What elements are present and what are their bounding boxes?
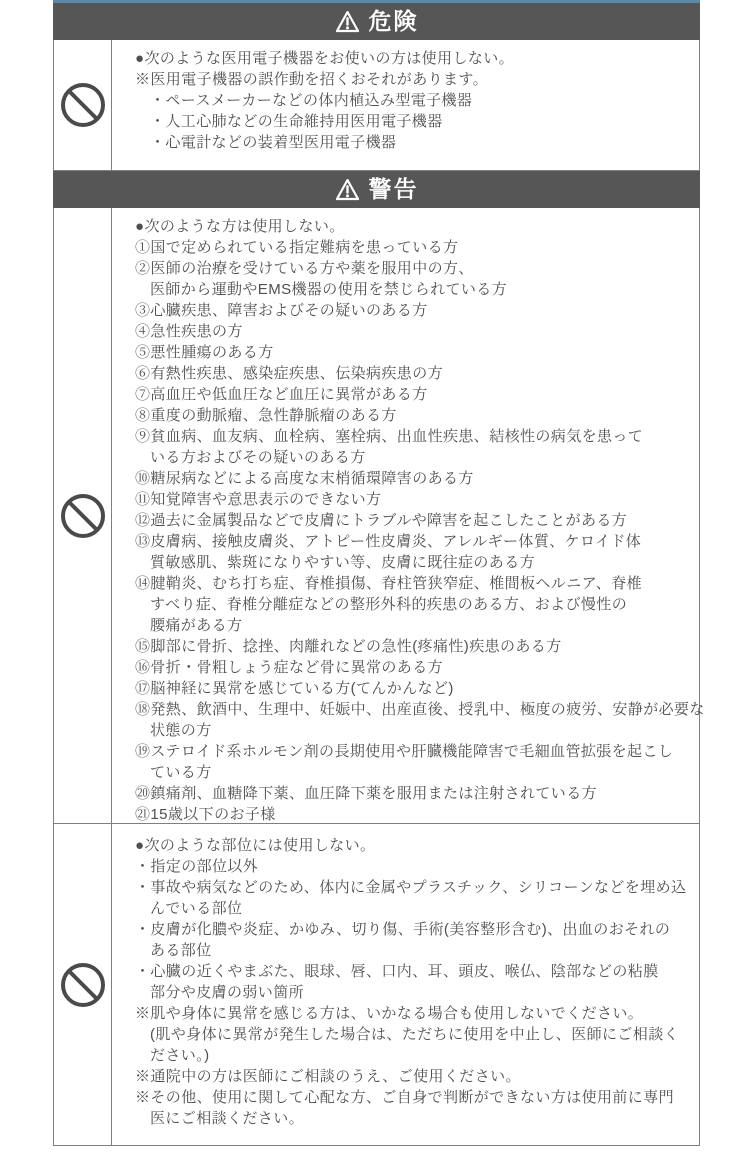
text-line: すべり症、脊椎分離症などの整形外科的疾患のある方、および慢性の: [150, 596, 628, 613]
text-line: ・ペースメーカーなどの体内植込み型電子機器: [150, 92, 473, 109]
text-line: ⑰脳神経に異常を感じている方(てんかんなど): [135, 680, 454, 697]
text-line: 質敏感肌、紫斑になりやすい等、皮膚に既往症のある方: [150, 554, 536, 571]
text-line: ⑳鎮痛剤、血糖降下薬、血圧降下薬を服用または注射されている方: [135, 785, 598, 802]
text-line: ・事故や病気などのため、体内に金属やプラスチック、シリコーンなどを埋め込: [135, 879, 687, 896]
text-line: いる方およびその疑いのある方: [150, 449, 366, 466]
text-line: ④急性疾患の方: [135, 323, 243, 340]
text-line: ている方: [150, 764, 212, 781]
warning-triangle-icon: [335, 10, 360, 33]
text-line: ※医用電子機器の誤作動を招くおそれがあります。: [135, 71, 489, 88]
text-line: ・心臓の近くやまぶた、眼球、唇、口内、耳、頭皮、喉仏、陰部などの粘膜: [135, 963, 659, 980]
prohibition-icon: [54, 208, 112, 823]
text-line: ・皮膚が化膿や炎症、かゆみ、切り傷、手術(美容整形含む)、出血のおそれの: [135, 921, 671, 938]
text-line: ●次のような部位には使用しない。: [135, 837, 376, 854]
text-line: ⑭腱鞘炎、むち打ち症、脊椎損傷、脊柱管狭窄症、椎間板ヘルニア、脊椎: [135, 575, 643, 592]
text-line: 部分や皮膚の弱い箇所: [150, 984, 305, 1001]
text-line: ・指定の部位以外: [135, 858, 259, 875]
text-line: ⑤悪性腫瘍のある方: [135, 344, 274, 361]
text-line: 医にご相談ください。: [150, 1110, 305, 1127]
prohibition-icon: [54, 40, 112, 170]
text-line: ⑧重度の動脈瘤、急性静脈瘤のある方: [135, 407, 397, 424]
text-line: ⑱発熱、飲酒中、生理中、妊娠中、出産直後、授乳中、極度の疲労、安静が必要な: [135, 701, 705, 718]
text-line: ※その他、使用に関して心配な方、ご自身で判断ができない方は使用前に専門: [135, 1089, 675, 1106]
text-line: (肌や身体に異常が発生した場合は、ただちに使用を中止し、医師にご相談く: [150, 1026, 679, 1043]
warning-header-label: 警告: [368, 176, 419, 202]
warning-persons-row: [53, 208, 705, 824]
text-line: ※通院中の方は医師にご相談のうえ、ご使用ください。: [135, 1068, 521, 1085]
text-line: ⑪知覚障害や意思表示のできない方: [135, 491, 382, 508]
text-line: ●次のような医用電子機器をお使いの方は使用しない。: [135, 50, 515, 67]
warning-body-parts-row: [53, 824, 700, 1146]
text-line: ⑩糖尿病などによる高度な末梢循環障害のある方: [135, 470, 474, 487]
text-line: ※肌や身体に異常を感じる方は、いかなる場合も使用しないでください。: [135, 1005, 644, 1022]
text-line: ③心臓疾患、障害およびその疑いのある方: [135, 302, 428, 319]
text-line: ある部位: [150, 942, 212, 959]
text-line: ・人工心肺などの生命維持用医用電子機器: [150, 113, 443, 130]
text-line: ⑦高血圧や低血圧など血圧に異常がある方: [135, 386, 428, 403]
warning-triangle-icon: [335, 178, 360, 201]
text-line: ②医師の治療を受けている方や薬を服用中の方、: [135, 260, 474, 277]
danger-devices-text: [112, 40, 699, 170]
text-line: ⑨貧血病、血友病、血栓病、塞栓病、出血性疾患、結核性の病気を患って: [135, 428, 644, 445]
text-line: ⑥有熱性疾患、感染症疾患、伝染病疾患の方: [135, 365, 444, 382]
text-line: 腰痛がある方: [150, 617, 243, 634]
safety-notice-document: [53, 0, 705, 1146]
text-line: ・心電計などの装着型医用電子機器: [150, 134, 397, 151]
text-line: ださい。): [150, 1047, 210, 1064]
text-line: ⑮脚部に骨折、捻挫、肉離れなどの急性(疼痛性)疾患のある方: [135, 638, 562, 655]
text-line: ①国で定められている指定難病を患っている方: [135, 239, 459, 256]
text-line: ⑯骨折・骨粗しょう症など骨に異常のある方: [135, 659, 444, 676]
danger-devices-row: [53, 40, 700, 171]
warning-section-header: [53, 171, 700, 208]
prohibition-icon: [54, 824, 112, 1145]
warning-body-parts-text: [112, 824, 699, 1145]
text-line: ⑬皮膚病、接触皮膚炎、アトピー性皮膚炎、アレルギー体質、ケロイド体: [135, 533, 642, 550]
danger-header-label: 危険: [368, 8, 419, 34]
text-line: ⑫過去に金属製品などで皮膚にトラブルや障害を起こしたことがある方: [135, 512, 628, 529]
text-line: ⑲ステロイド系ホルモン剤の長期使用や肝臓機能障害で毛細血管拡張を起こし: [135, 743, 674, 760]
text-line: ㉑15歳以下のお子様: [135, 806, 276, 823]
text-line: 状態の方: [150, 722, 212, 739]
danger-section-header: [53, 3, 700, 40]
text-line: 医師から運動やEMS機器の使用を禁じられている方: [150, 281, 508, 298]
text-line: ●次のような方は使用しない。: [135, 218, 345, 235]
text-line: んでいる部位: [150, 900, 243, 917]
warning-persons-text: [112, 208, 713, 823]
